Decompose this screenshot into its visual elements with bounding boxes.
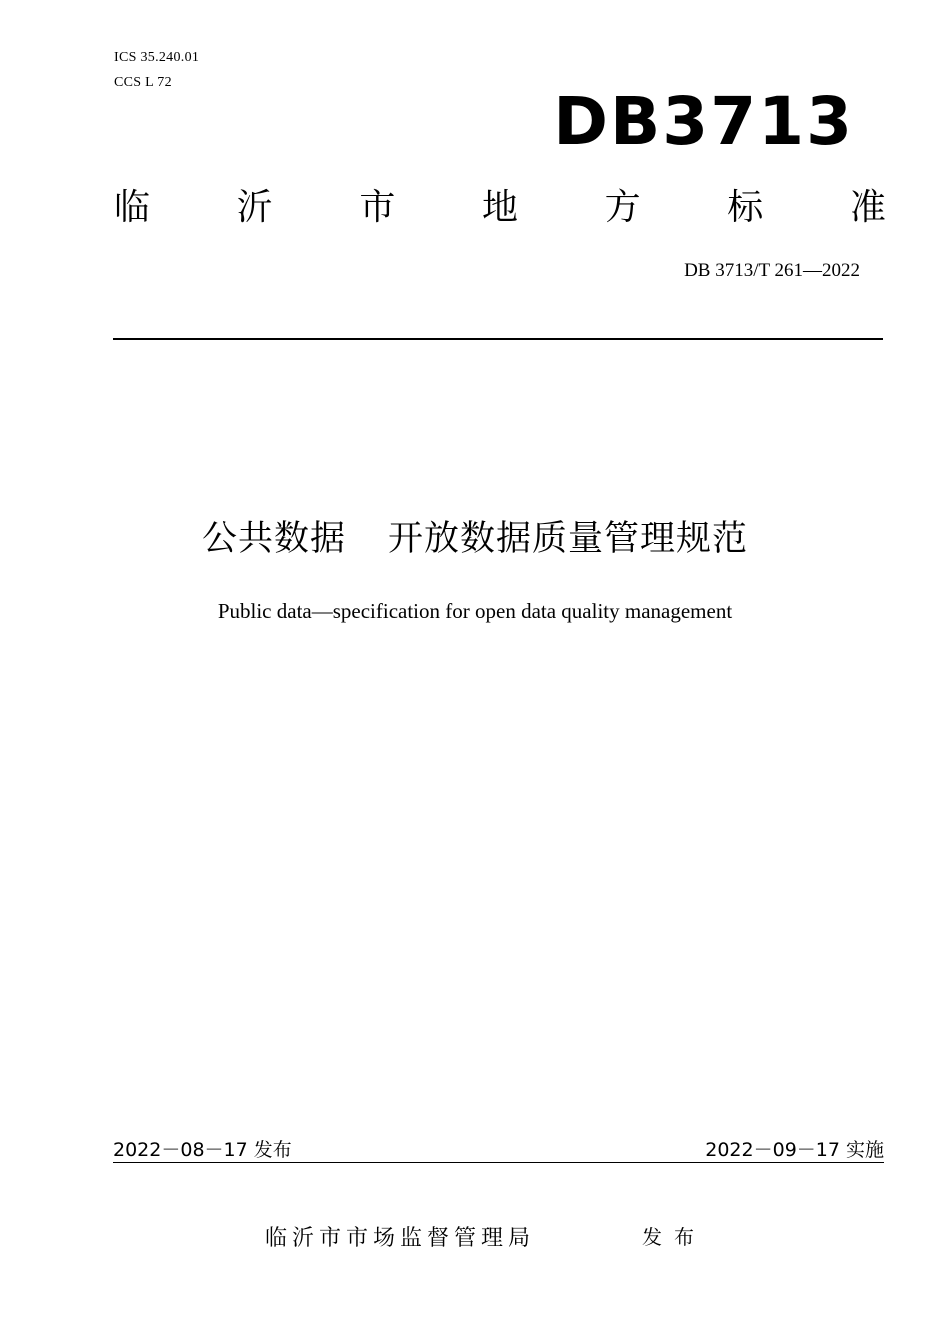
standard-type-char: 准: [849, 187, 886, 228]
standard-type-char: 市: [359, 187, 396, 228]
publish-label: 发布: [642, 1225, 706, 1249]
standard-type-char: 沂: [236, 187, 273, 228]
issue-date: 2022－08－17 发布: [113, 1139, 292, 1161]
ccs-code: CCS L 72: [114, 75, 172, 90]
publisher-name: 临沂市市场监督管理局: [265, 1226, 536, 1251]
standard-type-heading: [114, 183, 886, 233]
ics-code: ICS 35.240.01: [114, 50, 200, 65]
standard-type-char: 标: [727, 187, 764, 228]
standard-type-char: 临: [114, 187, 151, 228]
standard-code-logo: DB3713: [553, 83, 854, 160]
title-cn-part2: 开放数据质量管理规范: [388, 519, 749, 559]
standard-number: DB 3713/T 261—2022: [684, 260, 860, 281]
standard-type-char: 方: [604, 187, 641, 228]
implementation-date: 2022－09－17 实施: [705, 1139, 884, 1161]
top-divider: [113, 338, 883, 340]
standard-type-char: 地: [481, 187, 518, 228]
bottom-divider: [113, 1162, 884, 1163]
title-cn-part1: 公共数据: [201, 519, 346, 559]
document-title-en: Public data—specification for open data quality management: [217, 599, 733, 623]
document-title-cn: [0, 514, 950, 564]
